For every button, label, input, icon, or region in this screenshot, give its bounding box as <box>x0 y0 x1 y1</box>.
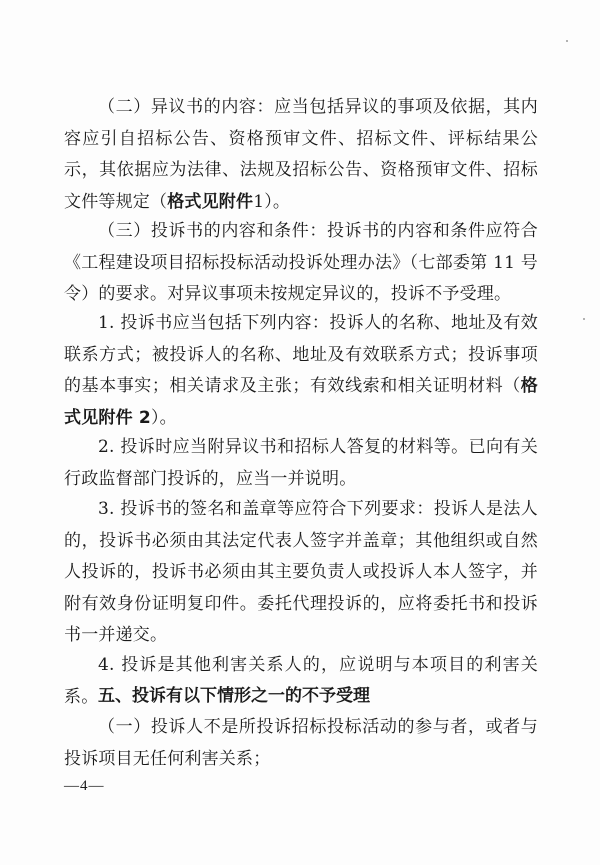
paragraph-signature-requirements <box>64 494 538 652</box>
paragraph-tail: ）。 <box>150 407 177 428</box>
attachment-reference: 格式见附件 2 <box>64 376 538 428</box>
paragraph-text: （三）投诉书的内容和条件：投诉书的内容和条件应符合《工程建设项目招标投标活动投诉处理办法》（七部委第 11 号令）的要求。对异议事项未按规定异议的，投诉不予受理。 <box>64 221 538 304</box>
paragraph-objection-content <box>64 92 538 218</box>
section-heading: 五、投诉有以下情形之一的不予受理 <box>98 686 370 706</box>
paragraph-tail: 1）。 <box>253 191 291 212</box>
paragraph-text: （一）投诉人不是所投诉招标投标活动的参与者，或者与投诉项目无任何利害关系； <box>64 717 538 769</box>
paragraph-complaint-content <box>64 216 538 311</box>
scan-speck <box>566 40 568 42</box>
paragraph-text: 4. 投诉是其他利害关系人的，应说明与本项目的利害关系。 <box>64 655 538 707</box>
scan-speck <box>583 318 585 320</box>
paragraph-complaint-attachments <box>64 432 538 495</box>
paragraph-text: 1. 投诉书应当包括下列内容：投诉人的名称、地址及有效联系方式；被投诉人的名称、地址及有效联系方式；投诉事项的基本事实；相关请求及主张；有效线索和相关证明材料（ <box>64 313 538 396</box>
paragraph-not-accepted-1 <box>64 712 538 775</box>
page-number: —4— <box>64 778 105 794</box>
paragraph-text: （二）异议书的内容：应当包括异议的事项及依据，其内容应引自招标公告、资格预审文件、招标文件、评标结果公示，其依据应为法律、法规及招标公告、资格预审文件、招标文件等规定（ <box>64 97 538 212</box>
attachment-reference: 格式见附件 <box>167 191 254 212</box>
paragraph-complaint-items <box>64 308 538 434</box>
paragraph-text: 3. 投诉书的签名和盖章等应符合下列要求：投诉人是法人的，投诉书必须由其法定代表人签字并盖章；其他组织或自然人投诉的，投诉书必须由其主要负责人或投诉人本人签字，并附有效身份证明复印件。委托代理投诉的，应将委托书和投诉书一并递交。 <box>64 499 538 645</box>
paragraph-text: 2. 投诉时应当附异议书和招标人答复的材料等。已向有关行政监督部门投诉的，应当一并说明。 <box>64 437 538 489</box>
